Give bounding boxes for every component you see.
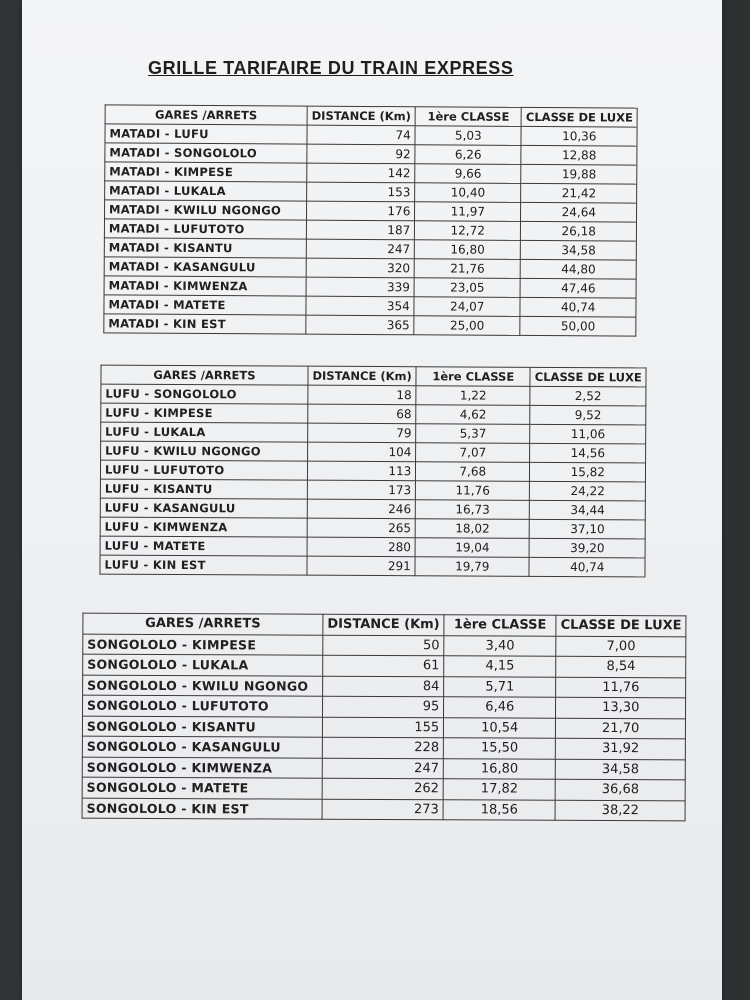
luxe-class-price-cell: 40,74 [529, 557, 645, 577]
distance-cell: 176 [307, 201, 415, 221]
distance-cell: 95 [323, 696, 444, 717]
luxe-class-price-cell: 21,42 [521, 183, 637, 203]
distance-cell: 291 [307, 556, 415, 576]
distance-cell: 187 [306, 220, 414, 240]
route-cell: SONGOLOLO - LUKALA [83, 654, 323, 676]
route-cell: LUFU - KASANGULU [100, 498, 307, 518]
route-cell: SONGOLOLO - KIMPESE [83, 634, 323, 656]
first-class-price-cell: 18,56 [443, 799, 555, 820]
distance-cell: 18 [308, 385, 416, 405]
distance-cell: 113 [307, 461, 415, 481]
distance-cell: 273 [322, 799, 443, 820]
header-distance: DISTANCE (Km) [308, 366, 416, 386]
distance-cell: 153 [307, 182, 415, 202]
distance-cell: 92 [307, 144, 415, 164]
distance-cell: 265 [307, 518, 415, 538]
luxe-class-price-cell: 39,20 [529, 538, 645, 558]
route-cell: SONGOLOLO - KIMWENZA [82, 757, 322, 779]
route-cell: SONGOLOLO - KIN EST [82, 798, 322, 820]
distance-cell: 246 [307, 499, 415, 519]
distance-cell: 365 [306, 315, 414, 335]
distance-cell: 84 [323, 676, 444, 697]
luxe-class-price-cell: 12,88 [521, 145, 637, 165]
distance-cell: 247 [306, 239, 414, 259]
first-class-price-cell: 9,66 [415, 164, 521, 184]
header-route: GARES /ARRETS [105, 105, 307, 125]
header-first-class: 1ère CLASSE [416, 367, 530, 387]
luxe-class-price-cell: 10,36 [521, 126, 637, 146]
luxe-class-price-cell: 9,52 [530, 405, 646, 425]
first-class-price-cell: 5,71 [444, 676, 556, 697]
header-first-class: 1ère CLASSE [444, 615, 556, 636]
fare-table-matadi [103, 104, 638, 336]
first-class-price-cell: 6,26 [415, 145, 521, 165]
route-cell: LUFU - MATETE [100, 536, 307, 556]
first-class-price-cell: 7,07 [416, 443, 530, 463]
luxe-class-price-cell: 24,22 [530, 481, 646, 501]
first-class-price-cell: 11,97 [415, 202, 521, 222]
luxe-class-price-cell: 8,54 [556, 656, 686, 677]
table-row [100, 555, 645, 577]
luxe-class-price-cell: 36,68 [555, 779, 685, 800]
route-cell: LUFU - KWILU NGONGO [101, 441, 308, 461]
route-cell: MATADI - KIMWENZA [104, 276, 306, 296]
route-cell: LUFU - KIMPESE [101, 403, 308, 423]
luxe-class-price-cell: 50,00 [520, 316, 636, 336]
luxe-class-price-cell: 34,58 [521, 240, 637, 260]
header-route: GARES /ARRETS [101, 365, 308, 385]
first-class-price-cell: 3,40 [444, 635, 556, 656]
first-class-price-cell: 4,15 [444, 656, 556, 677]
first-class-price-cell: 6,46 [444, 697, 556, 718]
luxe-class-price-cell: 7,00 [556, 636, 686, 657]
luxe-class-price-cell: 14,56 [530, 443, 646, 463]
route-cell: MATADI - LUFUTOTO [104, 219, 306, 239]
distance-cell: 68 [308, 404, 416, 424]
route-cell: LUFU - KISANTU [100, 479, 307, 499]
distance-cell: 173 [307, 480, 415, 500]
header-distance: DISTANCE (Km) [307, 106, 415, 126]
distance-cell: 262 [322, 778, 443, 799]
table-row [82, 798, 685, 821]
route-cell: MATADI - MATETE [104, 295, 306, 315]
document-title: GRILLE TARIFAIRE DU TRAIN EXPRESS [148, 58, 514, 78]
distance-cell: 354 [306, 296, 414, 316]
first-class-price-cell: 23,05 [414, 278, 520, 298]
table-row [83, 695, 686, 718]
route-cell: SONGOLOLO - KWILU NGONGO [83, 675, 323, 697]
distance-cell: 247 [322, 758, 443, 779]
distance-cell: 61 [323, 655, 444, 676]
first-class-price-cell: 11,76 [416, 481, 530, 501]
luxe-class-price-cell: 44,80 [520, 259, 636, 279]
header-luxe-class: CLASSE DE LUXE [556, 615, 686, 636]
distance-cell: 155 [322, 717, 443, 738]
luxe-class-price-cell: 47,46 [520, 278, 636, 298]
luxe-class-price-cell: 15,82 [530, 462, 646, 482]
route-cell: MATADI - KIN EST [104, 314, 306, 334]
route-cell: LUFU - LUFUTOTO [100, 460, 307, 480]
distance-cell: 50 [323, 635, 444, 656]
first-class-price-cell: 17,82 [443, 779, 555, 800]
table-row [83, 634, 686, 657]
distance-cell: 280 [307, 537, 415, 557]
table-row [82, 757, 685, 780]
first-class-price-cell: 25,00 [414, 316, 520, 336]
table-header-row [83, 613, 686, 636]
luxe-class-price-cell: 37,10 [529, 519, 645, 539]
first-class-price-cell: 16,80 [415, 240, 521, 260]
luxe-class-price-cell: 11,76 [556, 677, 686, 698]
distance-cell: 142 [307, 163, 415, 183]
distance-cell: 104 [308, 442, 416, 462]
first-class-price-cell: 1,22 [416, 386, 530, 406]
first-class-price-cell: 19,79 [415, 557, 529, 577]
distance-cell: 320 [306, 258, 414, 278]
luxe-class-price-cell: 31,92 [556, 738, 686, 759]
route-cell: MATADI - LUFU [105, 124, 307, 144]
route-cell: LUFU - LUKALA [101, 422, 308, 442]
first-class-price-cell: 16,73 [416, 500, 530, 520]
header-first-class: 1ère CLASSE [415, 107, 521, 127]
header-distance: DISTANCE (Km) [323, 614, 444, 635]
table-row [82, 716, 685, 739]
first-class-price-cell: 5,37 [416, 424, 530, 444]
table-row [83, 654, 686, 677]
header-luxe-class: CLASSE DE LUXE [530, 367, 646, 387]
fare-table-lufu [99, 365, 646, 578]
first-class-price-cell: 21,76 [414, 259, 520, 279]
first-class-price-cell: 7,68 [416, 462, 530, 482]
first-class-price-cell: 16,80 [443, 758, 555, 779]
first-class-price-cell: 5,03 [415, 126, 521, 146]
route-cell: SONGOLOLO - KASANGULU [82, 736, 322, 758]
first-class-price-cell: 4,62 [416, 405, 530, 425]
first-class-price-cell: 15,50 [444, 738, 556, 759]
table-row [83, 675, 686, 698]
luxe-class-price-cell: 13,30 [556, 697, 686, 718]
table-row [104, 314, 636, 336]
route-cell: MATADI - KWILU NGONGO [105, 200, 307, 220]
first-class-price-cell: 10,40 [415, 183, 521, 203]
distance-cell: 228 [322, 737, 443, 758]
first-class-price-cell: 10,54 [444, 717, 556, 738]
distance-cell: 74 [307, 125, 415, 145]
luxe-class-price-cell: 40,74 [520, 297, 636, 317]
first-class-price-cell: 19,04 [415, 538, 529, 558]
first-class-price-cell: 12,72 [415, 221, 521, 241]
route-cell: MATADI - KIMPESE [105, 162, 307, 182]
luxe-class-price-cell: 34,58 [555, 759, 685, 780]
first-class-price-cell: 18,02 [415, 519, 529, 539]
distance-cell: 339 [306, 277, 414, 297]
table-row [82, 736, 685, 759]
table-row [82, 777, 685, 800]
first-class-price-cell: 24,07 [414, 297, 520, 317]
header-route: GARES /ARRETS [83, 613, 323, 635]
header-luxe-class: CLASSE DE LUXE [521, 107, 637, 127]
route-cell: MATADI - KASANGULU [104, 257, 306, 277]
route-cell: MATADI - LUKALA [105, 181, 307, 201]
luxe-class-price-cell: 34,44 [530, 500, 646, 520]
luxe-class-price-cell: 21,70 [556, 718, 686, 739]
route-cell: MATADI - SONGOLOLO [105, 143, 307, 163]
route-cell: SONGOLOLO - LUFUTOTO [83, 695, 323, 717]
luxe-class-price-cell: 11,06 [530, 424, 646, 444]
route-cell: LUFU - SONGOLOLO [101, 384, 308, 404]
luxe-class-price-cell: 19,88 [521, 164, 637, 184]
luxe-class-price-cell: 24,64 [521, 202, 637, 222]
route-cell: SONGOLOLO - MATETE [82, 777, 322, 799]
fare-table-songololo [82, 613, 687, 822]
luxe-class-price-cell: 38,22 [555, 800, 685, 821]
route-cell: LUFU - KIMWENZA [100, 517, 307, 537]
route-cell: LUFU - KIN EST [100, 555, 307, 575]
luxe-class-price-cell: 26,18 [521, 221, 637, 241]
route-cell: MATADI - KISANTU [104, 238, 306, 258]
distance-cell: 79 [308, 423, 416, 443]
luxe-class-price-cell: 2,52 [530, 386, 646, 406]
route-cell: SONGOLOLO - KISANTU [82, 716, 322, 738]
